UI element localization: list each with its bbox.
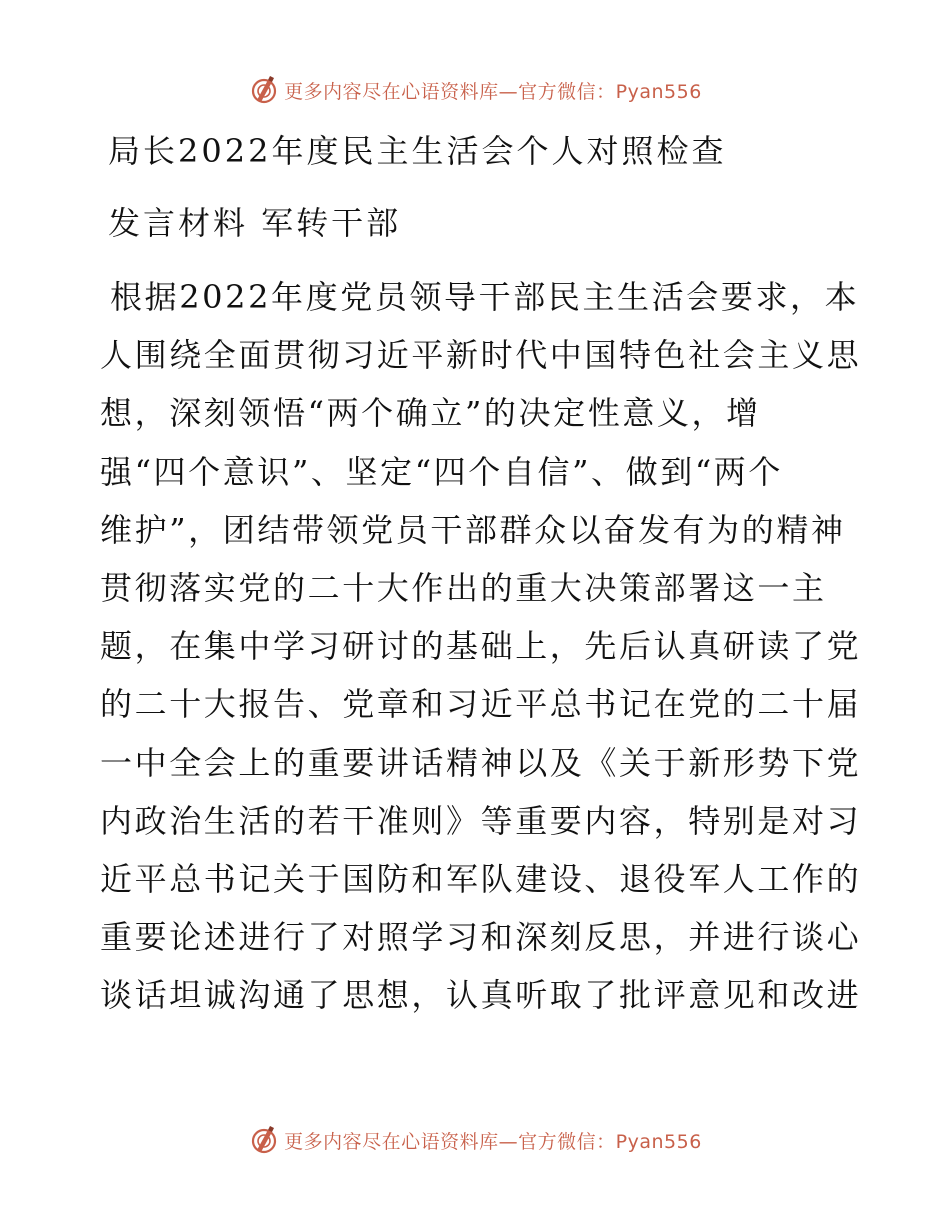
document-body (100, 268, 862, 1024)
body-line: 重要论述进行了对照学习和深刻反思，并进行谈心 (100, 918, 862, 957)
body-line: 人围绕全面贯彻习近平新时代中国特色社会主义思 (100, 336, 862, 375)
body-line: 维护”，团结带领党员干部群众以奋发有为的精神 (100, 510, 846, 549)
body-line: 贯彻落实党的二十大作出的重大决策部署这一主 (100, 568, 827, 607)
body-line: 强“四个意识”、坚定“四个自信”、做到“两个 (100, 452, 783, 491)
body-line: 的二十大报告、党章和习近平总书记在党的二十届 (100, 685, 862, 724)
footer-watermark-banner (0, 1120, 950, 1160)
body-line: 根据2022年度党员领导干部民主生活会要求，本 (110, 278, 860, 316)
pen-circle-logo-icon (248, 1124, 280, 1156)
document-title-line-1: 局长2022年度民主生活会个人对照检查 (108, 132, 727, 170)
body-line: 想，深刻领悟“两个确立”的决定性意义，增 (100, 394, 761, 433)
header-watermark-banner (0, 70, 950, 110)
body-line: 题，在集中学习研讨的基础上，先后认真研读了党 (100, 627, 862, 666)
body-line: 内政治生活的若干准则》等重要内容，特别是对习 (100, 801, 862, 840)
document-title-line-2: 发言材料 军转干部 (108, 204, 402, 242)
body-line: 近平总书记关于国防和军队建设、退役军人工作的 (100, 859, 862, 898)
header-watermark-text: 更多内容尽在心语资料库—官方微信：Pyan556 (284, 80, 702, 103)
pen-circle-logo-icon (248, 74, 280, 106)
footer-watermark-text: 更多内容尽在心语资料库—官方微信：Pyan556 (284, 1130, 702, 1153)
body-line: 一中全会上的重要讲话精神以及《关于新形势下党 (100, 743, 862, 782)
body-line: 谈话坦诚沟通了思想，认真听取了批评意见和改进 (100, 976, 862, 1015)
